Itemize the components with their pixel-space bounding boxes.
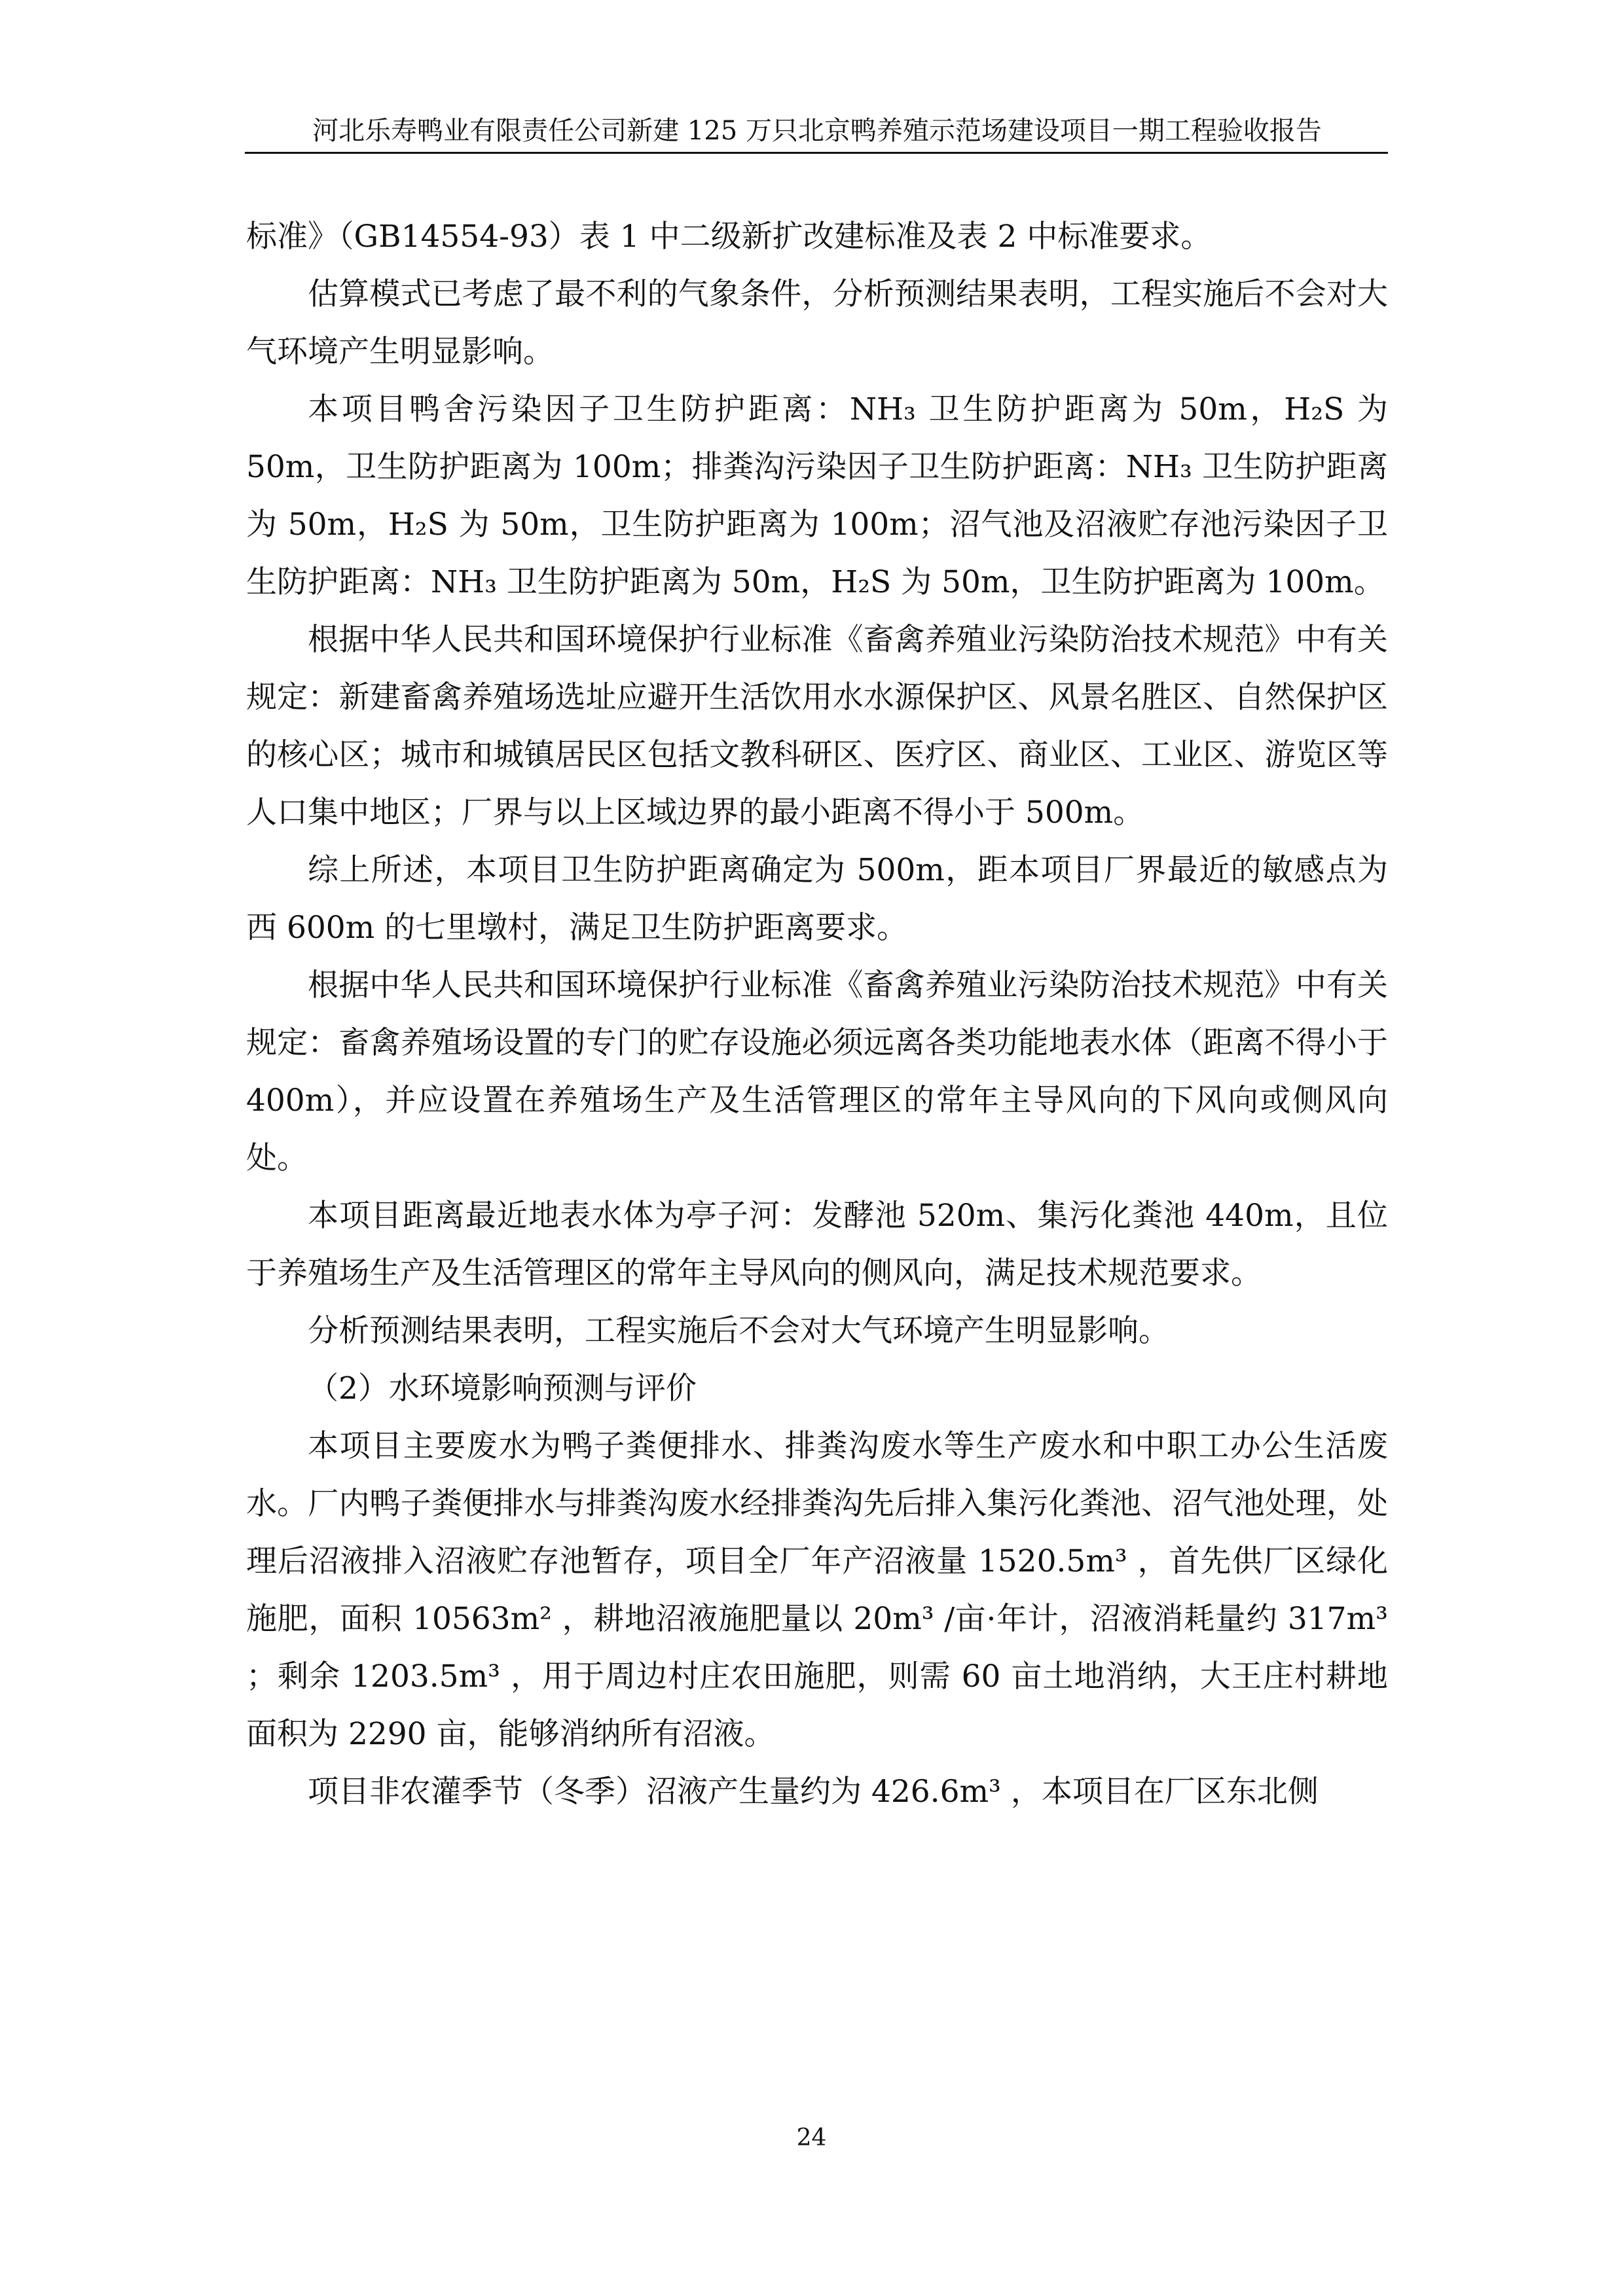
paragraph-estimation-model: 估算模式已考虑了最不利的气象条件，分析预测结果表明，工程实施后不会对大气环境产生明显影响。 — [246, 276, 1388, 370]
paragraph-site-selection-rules: 根据中华人民共和国环境保护行业标准《畜禽养殖业污染防治技术规范》中有关规定：新建畜禽养殖场选址应避开生活饮用水水源保护区、风景名胜区、自然保护区的核心区；城市和城镇居民区包括文教科研区、医疗区、商业区、工业区、游览区等人口集中地区；厂界与以上区域边界的最小距离不得小于 500m。 — [246, 622, 1388, 831]
paragraph-air-conclusion: 分析预测结果表明，工程实施后不会对大气环境产生明显影响。 — [308, 1313, 1169, 1349]
paragraph-summary-distance: 综上所述，本项目卫生防护距离确定为 500m，距本项目厂界最近的敏感点为西 600m 的七里墩村，满足卫生防护距离要求。 — [246, 852, 1388, 946]
paragraph-protection-distance: 本项目鸭舍污染因子卫生防护距离：NH₃ 卫生防护距离为 50m，H₂S 为 50m，卫生防护距离为 100m；排粪沟污染因子卫生防护距离：NH₃ 卫生防护距离为 50m，H₂S 为 50m，卫生防护距离为 100m；沼气池及沼液贮存池污染因子卫生防护距离：NH₃ 卫生防护距离为 50m，H₂S 为 50m，卫生防护距离为 100m。 — [246, 391, 1388, 600]
paragraph-surface-water: 本项目距离最近地表水体为亭子河：发酵池 520m、集污化粪池 440m，且位于养殖场生产及生活管理区的常年主导风向的侧风向，满足技术规范要求。 — [246, 1198, 1388, 1291]
paragraph-winter-slurry: 项目非农灌季节（冬季）沼液产生量约为 426.6m³ ，本项目在厂区东北侧 — [308, 1774, 1319, 1810]
section-heading-water: （2）水环境影响预测与评价 — [308, 1371, 697, 1407]
header-divider — [245, 152, 1388, 154]
page-number: 24 — [796, 2125, 827, 2151]
paragraph-wastewater: 本项目主要废水为鸭子粪便排水、排粪沟废水等生产废水和中职工办公生活废水。厂内鸭子粪便排水与排粪沟废水经排粪沟先后排入集污化粪池、沼气池处理，处理后沼液排入沼液贮存池暂存，项目全厂年产沼液量 1520.5m³ ，首先供厂区绿化施肥，面积 10563m² ，耕地沼液施肥量以 20m³ /亩·年计，沼液消耗量约 317m³ ；剩余 1203.5m³ ，用于周边村庄农田施肥，则需 60 亩土地消纳，大王庄村耕地面积为 2290 亩，能够消纳所有沼液。 — [246, 1428, 1388, 1752]
paragraph-storage-rules: 根据中华人民共和国环境保护行业标准《畜禽养殖业污染防治技术规范》中有关规定：畜禽养殖场设置的专门的贮存设施必须远离各类功能地表水体（距离不得小于 400m），并应设置在养殖场生产及生活管理区的常年主导风向的下风向或侧风向处。 — [246, 967, 1388, 1176]
document-body — [246, 208, 1388, 1821]
page-header-title: 河北乐寿鸭业有限责任公司新建 125 万只北京鸭养殖示范场建设项目一期工程验收报告 — [312, 116, 1322, 146]
paragraph-continuation: 标准》（GB14554-93）表 1 中二级新扩改建标准及表 2 中标准要求。 — [246, 219, 1212, 255]
